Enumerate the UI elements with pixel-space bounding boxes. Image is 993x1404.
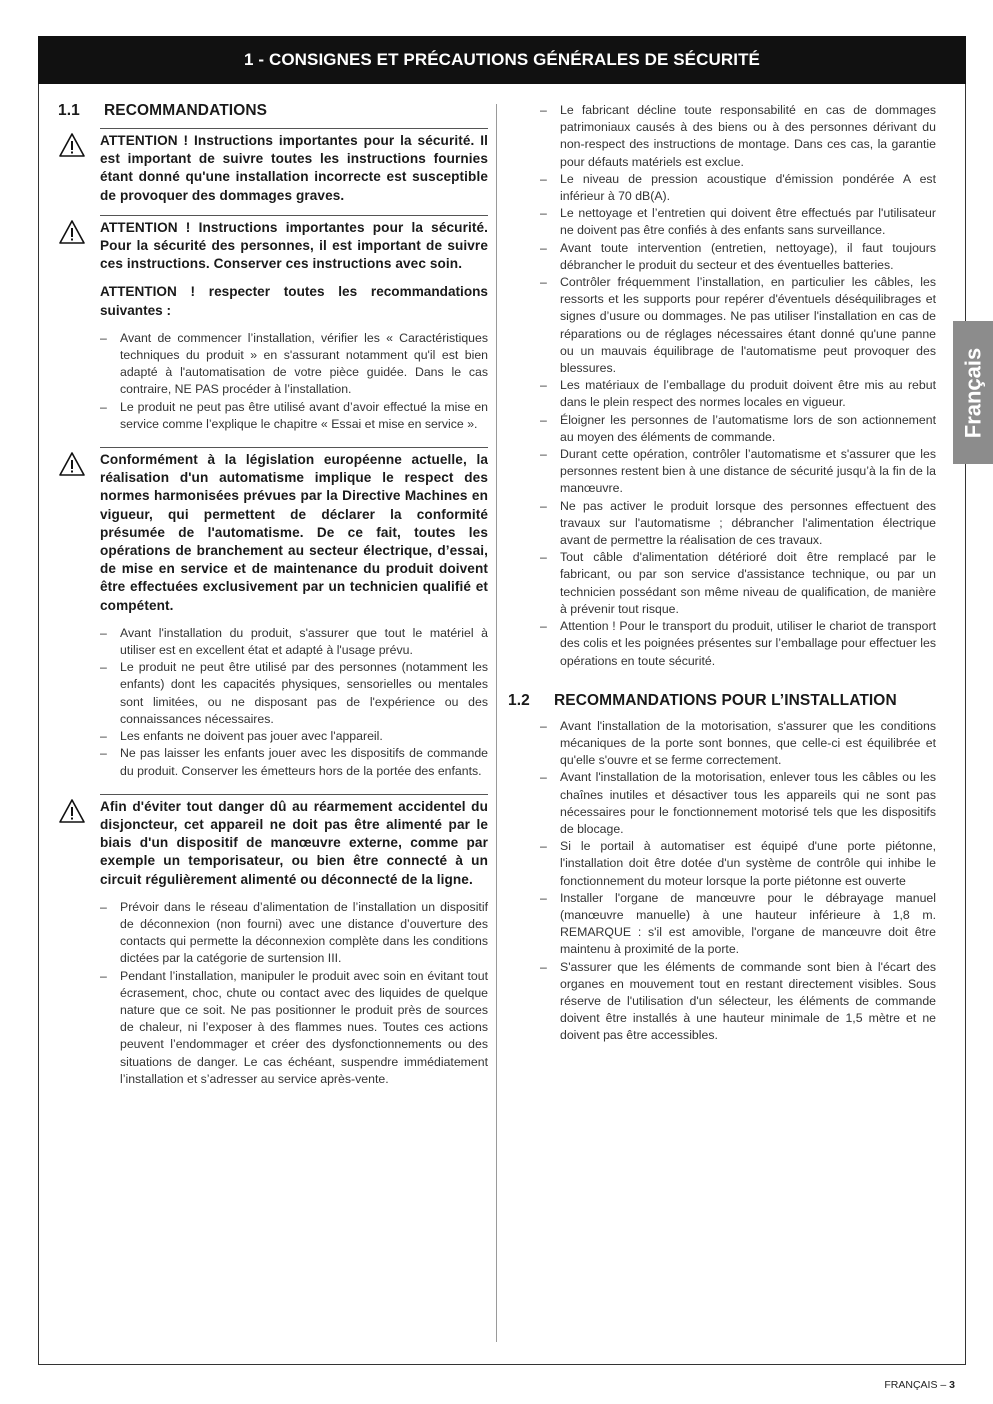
list-item: – Avant l'installation du produit, s'assurer que tout le matériel à utiliser est en excellent état et adapté à l'usage prévu. (100, 625, 488, 659)
list-item: – Le nettoyage et l’entretien qui doivent être effectués par l'utilisateur ne doivent pas être confiés à des enfants sans surveillance. (540, 205, 936, 239)
warning-text: ATTENTION ! Instructions importantes pour la sécurité. Pour la sécurité des personnes, il est important de suivre ces instructions. Conserver ces instructions avec soin. (100, 219, 488, 272)
respect-heading: ATTENTION ! respecter toutes les recommandations suivantes : (100, 284, 488, 318)
installation-list (540, 718, 936, 1045)
warning-triangle-icon (58, 447, 100, 615)
section-number: 1.1 (58, 102, 80, 119)
recommendation-list (100, 625, 488, 780)
list-item: – Pendant l’installation, manipuler le produit avec soin en évitant tout écrasement, choc, chute ou contact avec des liquides de quelque nature que ce soit. Ne pas positionner le produit près de sources de chaleur, ni l’exposer à des flammes nues. Toutes ces actions peuvent l’endommager et créer des dysfonctionnements ou des situations de danger. Le cas échéant, suspendre immédiatement l’installation et s’adresser au service après-vente. (100, 968, 488, 1088)
list-item: – Les enfants ne doivent pas jouer avec l'appareil. (100, 728, 488, 745)
list-item: – Attention ! Pour le transport du produit, utiliser le chariot de transport des colis et les poignées présentes sur l’emballage pour effectuer les opérations en toute sécurité. (540, 618, 936, 670)
list-item: – Les matériaux de l’emballage du produit doivent être mis au rebut dans le plein respect des normes locales en vigueur. (540, 377, 936, 411)
list-item: – Durant cette opération, contrôler l’automatisme et s'assurer que les personnes restent bien à une distance de sécurité jusqu’à la fin de la manœuvre. (540, 446, 936, 498)
list-item: – Le fabricant décline toute responsabilité en cas de dommages patrimoniaux causés à des biens ou à des personnes dérivant du non-respect des instructions de montage. Dans ces cas, la garantie pour défauts matériels est exclue. (540, 102, 936, 171)
column-divider (496, 104, 497, 1342)
list-item: – Avant l'installation de la motorisation, s'assurer que les conditions mécaniques de la porte sont bonnes, que celle-ci est équilibrée et qu'elle s'ouvre et se ferme correctement. (540, 718, 936, 770)
warning-text: Afin d'éviter tout danger dû au réarmement accidentel du disjoncteur, cet appareil ne doit pas être alimenté par le biais d'un dispositif de manœuvre externe, comme par exemple un temporisateur, ou bien être connecté à un circuit régulièrement alimenté ou déconnecté de la ligne. (100, 798, 488, 887)
list-item: – Si le portail à automatiser est équipé d'une porte piétonne, l'installation doit être dotée d'un système de contrôle qui inhibe le fonctionnement du moteur lorsque la porte piétonne est ouverte (540, 838, 936, 890)
section-heading-1-1 (58, 102, 488, 120)
section-title: RECOMMANDATIONS POUR L’INSTALLATION (554, 691, 897, 709)
list-item: – Installer l'organe de manœuvre pour le débrayage manuel (manœuvre manuelle) à une hauteur inférieure à 1,8 m. REMARQUE : s'il est amovible, l'organe de manœuvre doit être maintenu à proximité de la porte. (540, 890, 936, 959)
list-item: – Prévoir dans le réseau d’alimentation de l’installation un dispositif de déconnexion (non fourni) avec une distance d’ouverture des contacts qui permette la déconnexion complète dans les conditions dictées par la catégorie de surtension III. (100, 899, 488, 968)
page-footer (884, 1379, 955, 1391)
warning-block-3 (58, 447, 488, 615)
list-item: – Éloigner les personnes de l’automatisme lors de son actionnement au moyen des éléments de commande. (540, 412, 936, 446)
list-item: – Le produit ne peut pas être utilisé avant d’avoir effectué la mise en service comme l’explique le chapitre « Essai et mise en service ». (100, 399, 488, 433)
list-item: – Avant toute intervention (entretien, nettoyage), il faut toujours débrancher le produit du secteur et des éventuelles batteries. (540, 240, 936, 274)
warning-triangle-icon (58, 794, 100, 889)
list-item: – Avant l'installation de la motorisation, enlever tous les câbles ou les chaînes inutiles et désactiver tous les appareils qui ne sont pas nécessaires pour le fonctionnement motorisé tels que les dispositifs de blocage. (540, 769, 936, 838)
warning-block-2 (58, 215, 488, 274)
right-column (508, 102, 936, 1045)
recommendation-list (100, 899, 488, 1088)
list-item: – Le niveau de pression acoustique d'émission pondérée A est inférieur à 70 dB(A). (540, 171, 936, 205)
list-item: – Tout câble d'alimentation détérioré doit être remplacé par le fabricant, ou par son service d'assistance technique, ou par un technicien possédant son même niveau de qualification, de manière à prévenir tout risque. (540, 549, 936, 618)
list-item: – Avant de commencer l’installation, vérifier les « Caractéristiques techniques du produit » en s'assurant notamment qu'il est bien adapté à l'automatisation de votre pièce guidée. Dans le cas contraire, NE PAS procéder à l’installation. (100, 330, 488, 399)
recommendation-list (100, 330, 488, 433)
section-heading-1-2 (508, 692, 936, 710)
list-item: – Contrôler fréquemment l’installation, en particulier les câbles, les ressorts et les supports pour repérer d'éventuels déséquilibrages et signes d’usure ou dommages. Ne pas utiliser l'installation en cas de réparations ou de réglages nécessaires étant donné qu'une panne ou un mauvais équilibrage de l'automatisme peut provoquer des blessures. (540, 274, 936, 377)
section-number: 1.2 (508, 691, 530, 709)
list-item: – Ne pas activer le produit lorsque des personnes effectuent des travaux sur l'automatisme ; débrancher l'alimentation électrique avant de permettre la réalisation de ces travaux. (540, 498, 936, 550)
warning-triangle-icon (58, 215, 100, 274)
recommendation-list (540, 102, 936, 670)
warning-block-1 (58, 128, 488, 205)
section-title: RECOMMANDATIONS (104, 102, 268, 119)
list-item: – Le produit ne peut être utilisé par des personnes (notamment les enfants) dont les capacités physiques, sensorielles ou mentales sont limitées, ou ne disposant pas de l'expérience ou des connaissances nécessaires. (100, 659, 488, 728)
page-number: 3 (949, 1379, 955, 1391)
footer-label: FRANÇAIS – (884, 1379, 950, 1391)
list-item: – S'assurer que les éléments de commande sont bien à l'écart des organes en mouvement tout en restant directement visibles. Sous réserve de l'utilisation d'un sélecteur, les éléments de commande doivent être installés à une hauteur minimale de 1,5 mètre et ne doivent pas être accessibles. (540, 959, 936, 1045)
warning-text: ATTENTION ! Instructions importantes pour la sécurité. Il est important de suivre toutes les instructions fournies étant donné qu'une installation incorrecte est susceptible de provoquer des dommages graves. (100, 133, 488, 203)
warning-triangle-icon (58, 128, 100, 205)
language-tab (953, 321, 993, 464)
left-column (58, 102, 488, 1102)
warning-block-4 (58, 794, 488, 889)
list-item: – Ne pas laisser les enfants jouer avec les dispositifs de commande du produit. Conserver les émetteurs hors de la portée des enfants. (100, 745, 488, 779)
language-tab-label: Français (960, 347, 985, 438)
page-title: 1 - CONSIGNES ET PRÉCAUTIONS GÉNÉRALES DE SÉCURITÉ (38, 36, 966, 84)
warning-text: Conformément à la législation européenne actuelle, la réalisation d'un automatisme implique le respect des normes harmonisées prévues par la Directive Machines en vigueur, qui permettent de déclarer la conformité présumée de l'automatisme. De ce fait, toutes les opérations de branchement au secteur électrique, d’essai, de mise en service et de maintenance du produit doivent être effectuées exclusivement par un technicien qualifié et compétent. (100, 452, 488, 613)
